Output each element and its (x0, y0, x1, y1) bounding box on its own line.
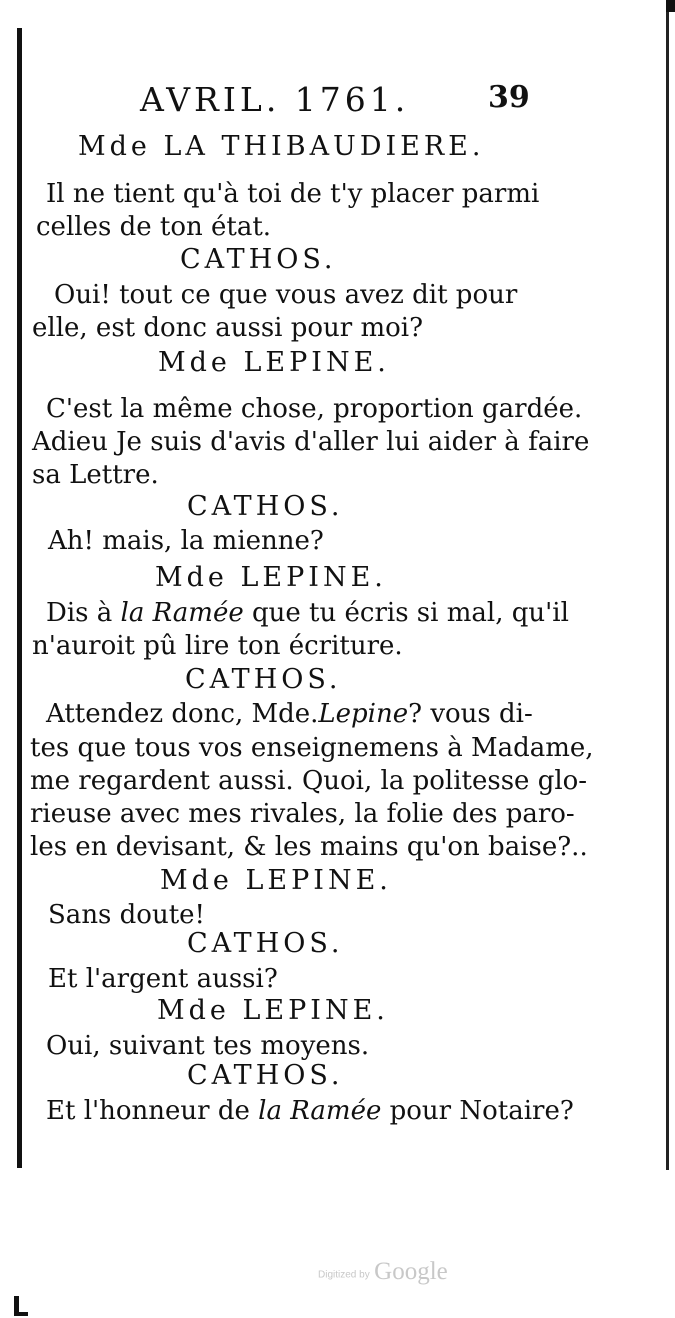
google-watermark (318, 1258, 448, 1286)
text-line: Adieu Je suis d'avis d'aller lui aider à faire (32, 427, 590, 457)
text-line: celles de ton état. (36, 212, 272, 242)
text-line: Attendez donc, Mde.Lepine? vous di- (46, 699, 533, 729)
speaker-heading: Mde LA THIBAUDIERE. (78, 131, 485, 162)
text-line: tes que tous vos enseignemens à Madame, (30, 733, 594, 763)
speaker-heading: CATHOS. (187, 491, 344, 522)
text-line: Ah! mais, la mienne? (48, 526, 324, 556)
watermark-brand: Google (374, 1258, 448, 1285)
text-line: Il ne tient qu'à toi de t'y placer parmi (46, 179, 540, 209)
right-edge-mark (666, 0, 675, 12)
text-line: C'est la même chose, proportion gardée. (46, 394, 583, 424)
text-line: Sans doute! (48, 900, 205, 930)
speaker-heading: CATHOS. (187, 928, 344, 959)
text-line: n'auroit pû lire ton écriture. (32, 631, 403, 661)
italic-name: Lepine (318, 699, 409, 729)
foot-mark-base (14, 1312, 28, 1316)
text-line: rieuse avec mes rivales, la folie des paro- (30, 799, 575, 829)
text-line: elle, est donc aussi pour moi? (32, 313, 424, 343)
italic-name: la Ramée (120, 598, 244, 628)
page-number: 39 (488, 80, 530, 115)
speaker-heading: Mde LEPINE. (157, 995, 389, 1026)
text-line: Dis à la Ramée que tu écris si mal, qu'il (46, 598, 569, 628)
text-line: Et l'honneur de la Ramée pour Notaire? (46, 1096, 574, 1126)
speaker-heading: Mde LEPINE. (160, 865, 392, 896)
speaker-heading: CATHOS. (185, 664, 342, 695)
binding-edge-line (17, 28, 22, 1168)
speaker-heading: CATHOS. (187, 1060, 344, 1091)
text-line: me regardent aussi. Quoi, la politesse glo- (30, 766, 588, 796)
italic-name: la Ramée (258, 1096, 382, 1126)
speaker-heading: Mde LEPINE. (155, 562, 387, 593)
text-line: Et l'argent aussi? (48, 964, 278, 994)
text-line: sa Lettre. (32, 460, 159, 490)
running-header: AVRIL. 1761. (140, 80, 410, 119)
watermark-prefix: Digitized by (318, 1269, 370, 1281)
right-page-edge (666, 0, 669, 1170)
text-line: Oui, suivant tes moyens. (46, 1031, 370, 1061)
speaker-heading: CATHOS. (180, 244, 337, 275)
text-line: les en devisant, & les mains qu'on baise?.. (30, 832, 588, 862)
text-line: Oui! tout ce que vous avez dit pour (54, 280, 518, 310)
speaker-heading: Mde LEPINE. (158, 347, 390, 378)
